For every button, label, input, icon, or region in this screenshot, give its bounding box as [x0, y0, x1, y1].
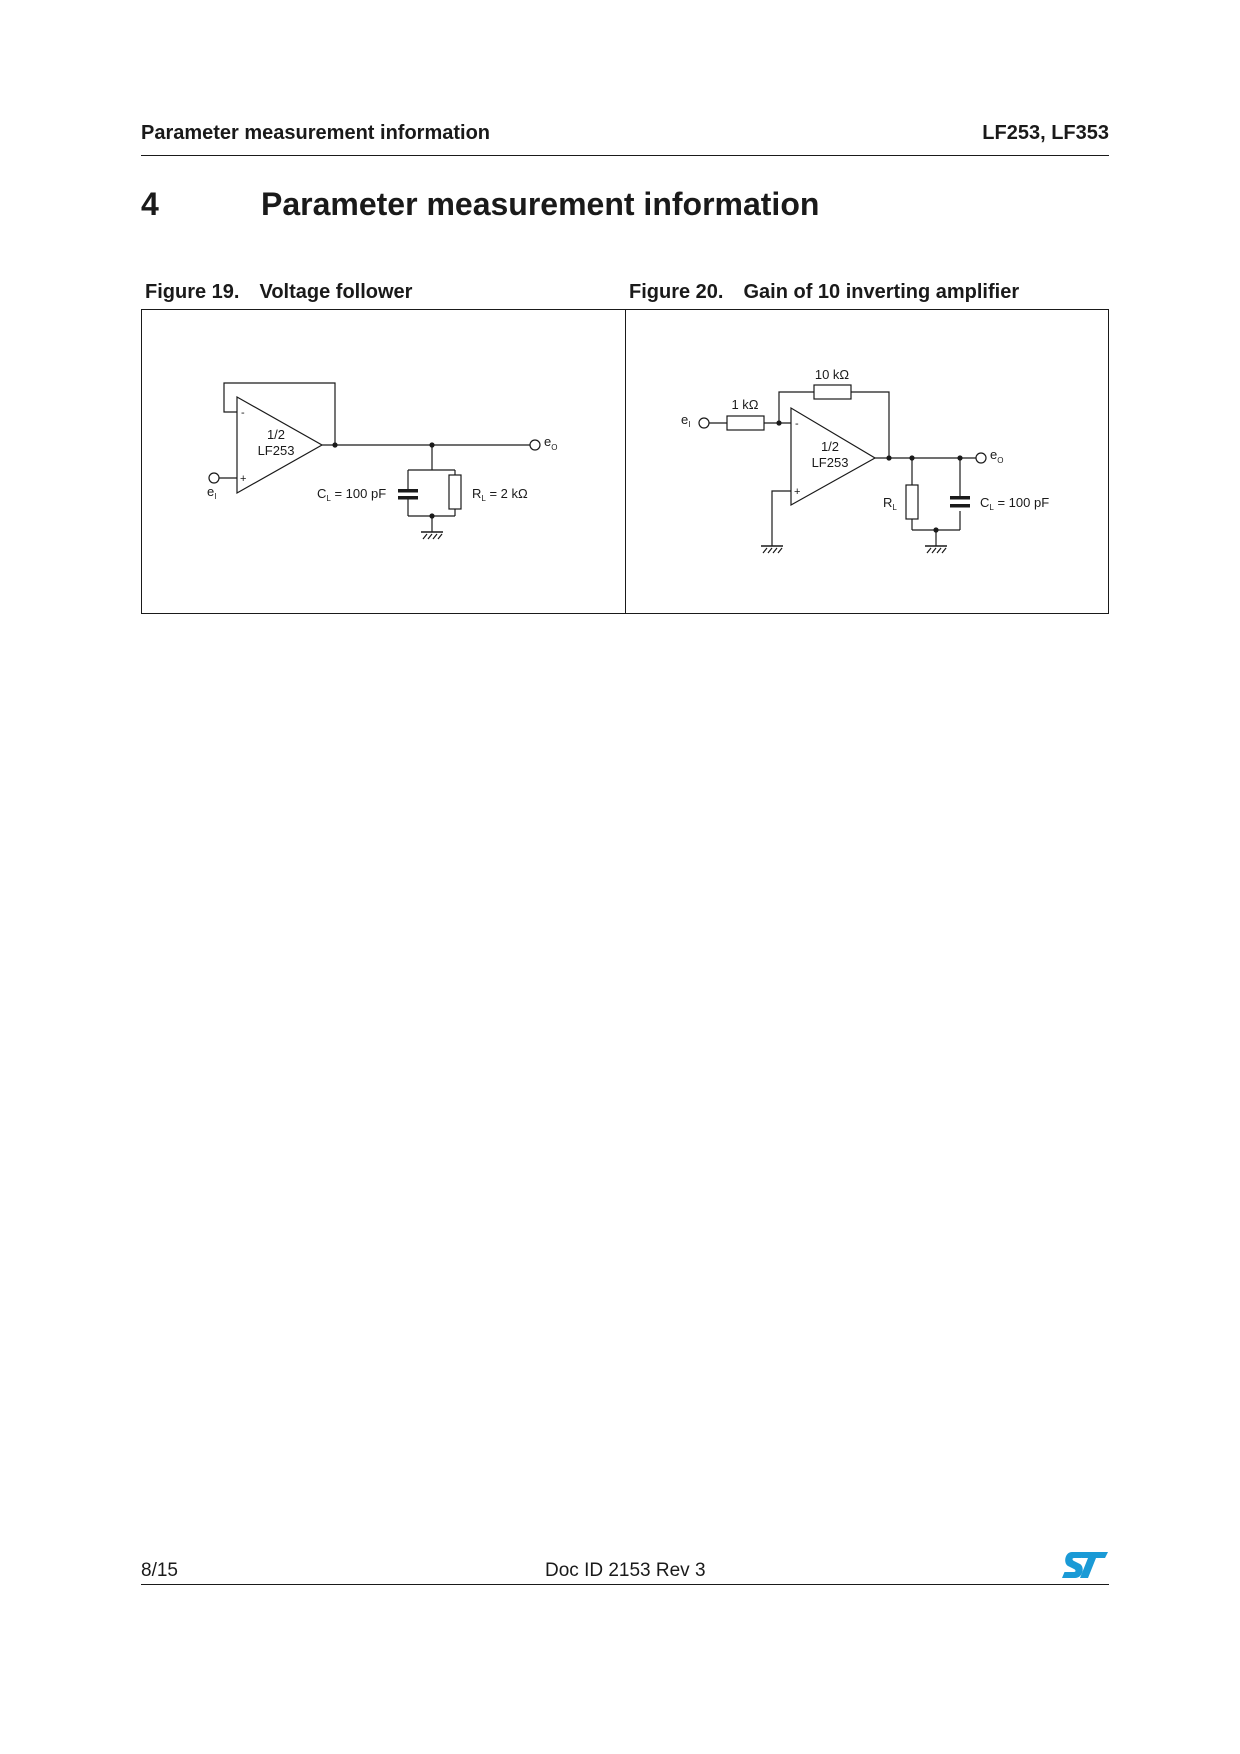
feedback-resistor: [814, 385, 851, 399]
junction-dot: [429, 442, 434, 447]
capacitor-label: [980, 495, 1049, 512]
section-title: Parameter measurement information: [261, 186, 820, 222]
output-terminal: [530, 440, 540, 450]
resistor-label: [883, 495, 897, 512]
junction-dot: [429, 513, 434, 518]
capacitor-label-sub: L: [326, 494, 331, 503]
junction-dot: [933, 527, 938, 532]
opamp-label-line1: 1/2: [820, 439, 840, 454]
output-label: [990, 447, 1003, 465]
running-header-part-numbers: LF253, LF353: [982, 122, 1109, 144]
opamp-label-line1: 1/2: [266, 427, 286, 442]
plus-sign: +: [240, 473, 247, 485]
figure-20-label: Figure 20.: [629, 281, 724, 303]
section-number: 4: [141, 186, 159, 222]
minus-sign: -: [241, 407, 245, 419]
opamp-label-line2: LF253: [811, 455, 849, 470]
figure-19-title: Voltage follower: [259, 281, 413, 303]
input-terminal: [699, 418, 709, 428]
capacitor-value: = 100 pF: [330, 486, 387, 501]
input-label: [207, 484, 216, 501]
load-capacitor: [950, 496, 970, 500]
plus-sign: +: [794, 486, 801, 498]
input-label-sub: I: [214, 492, 217, 501]
output-label: [544, 434, 557, 452]
figure-20-title: Gain of 10 inverting amplifier: [743, 281, 1020, 303]
capacitor-label-sub: L: [989, 503, 994, 512]
junction-dot: [776, 420, 781, 425]
resistor-label-main: R: [883, 495, 893, 510]
running-header-title: Parameter measurement information: [141, 122, 491, 144]
voltage-follower-schematic: [142, 310, 624, 613]
junction-dot: [957, 455, 962, 460]
feedback-wire: [851, 392, 889, 458]
capacitor-label-main: C: [980, 495, 990, 510]
input-label: [681, 412, 690, 429]
resistor-label-main: R: [472, 486, 482, 501]
figure-20-caption: [629, 281, 1019, 304]
figure-19-caption: [145, 281, 412, 304]
input-resistor-value: 1 kΩ: [731, 397, 759, 412]
inverting-amplifier-schematic: [626, 310, 1108, 613]
input-label-main: e: [207, 484, 215, 499]
output-terminal: [976, 453, 986, 463]
capacitor-label-main: C: [317, 486, 327, 501]
st-logo-icon: [1060, 1550, 1110, 1580]
resistor-label: [472, 486, 528, 503]
junction-dot: [332, 442, 337, 447]
page-number: 8/15: [141, 1560, 178, 1581]
capacitor-value: = 100 pF: [993, 495, 1050, 510]
figure-19-label: Figure 19.: [145, 281, 240, 303]
load-resistor: [449, 475, 461, 509]
capacitor-label: [317, 486, 386, 503]
resistor-label-sub: L: [481, 494, 486, 503]
output-label-sub: O: [997, 456, 1004, 465]
input-resistor: [727, 416, 764, 430]
footer-rule: [141, 1584, 1109, 1585]
header-rule: [141, 155, 1109, 156]
feedback-resistor-value: 10 kΩ: [814, 367, 850, 382]
junction-dot: [909, 455, 914, 460]
load-capacitor: [398, 489, 418, 493]
input-label-sub: I: [688, 420, 691, 429]
resistor-value: = 2 kΩ: [485, 486, 528, 501]
output-label-main: e: [990, 447, 998, 462]
load-resistor: [906, 485, 918, 519]
opamp-label-line2: LF253: [257, 443, 295, 458]
input-terminal: [209, 473, 219, 483]
resistor-label-sub: L: [892, 503, 897, 512]
output-label-sub: O: [551, 443, 558, 452]
document-id: Doc ID 2153 Rev 3: [545, 1560, 706, 1581]
output-label-main: e: [544, 434, 552, 449]
input-label-main: e: [681, 412, 689, 427]
junction-dot: [886, 455, 891, 460]
minus-sign: -: [795, 418, 799, 430]
